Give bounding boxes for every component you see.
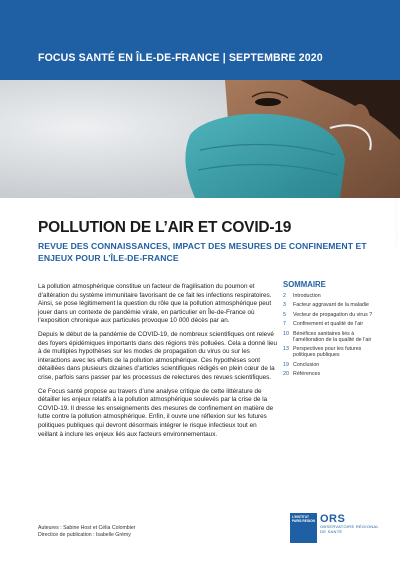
page-subtitle: REVUE DES CONNAISSANCES, IMPACT DES MESURES DE CONFINEMENT ET ENJEUX POUR L’ÎLE-DE-FRANCE (38, 241, 367, 263)
institut-paris-region-logo: L’INSTITUT PARIS REGION (290, 513, 317, 543)
toc-label: Bénéfices sanitaires liés à l’amélioration de la qualité de l’air (293, 330, 372, 343)
toc-page-number: 20 (283, 371, 289, 378)
toc-page-number: 7 (283, 321, 286, 328)
ors-logo-subtitle: OBSERVATOIRE RÉGIONAL DE SANTÉ (320, 524, 379, 534)
ors-logo-letters: ORS (320, 513, 346, 525)
toc-item[interactable] (283, 302, 378, 308)
toc-label: Conclusion (293, 361, 320, 368)
toc-label: Vecteur de propagation du virus ? (293, 311, 373, 318)
toc-item[interactable] (283, 293, 378, 299)
paragraph: Ce Focus santé propose au travers d’une analyse critique de cette littérature de détailler les enjeux relatifs à la pollution atmosphérique soulevés par la crise de la COVID-19. Il dresse les enseignements des mesures de confinement en matière de lutte contre la pollution atmosphérique. Enfin, il ouvre une réflexion sur les futures politiques publiques qui devront désormais intégrer le risque infectieux tout en veillant à inclure les enjeux liés aux facteurs environnementaux. (38, 387, 274, 438)
toc-label: Introduction (293, 293, 321, 299)
toc-item[interactable] (283, 312, 378, 318)
banner-title: FOCUS SANTÉ EN ÎLE-DE-FRANCE | SEPTEMBRE 2020 (38, 52, 323, 64)
toc-item[interactable] (283, 362, 378, 368)
intro-body (38, 283, 278, 444)
table-of-contents (283, 280, 378, 381)
toc-item[interactable] (283, 331, 378, 343)
toc-label: Facteur aggravant de la maladie (293, 302, 369, 309)
toc-label: Confinement et qualité de l’air (293, 321, 364, 328)
page-title: POLLUTION DE L’AIR ET COVID-19 (38, 219, 292, 236)
paragraph: Depuis le début de la pandémie de COVID-19, de nombreux scientifiques ont relevé des foyers épidémiques importants dans des régions très polluées. Cela a donné lieu à de multiples hypothèses sur les modes de propagation du virus ou sur les interactions avec les effets de la pollution atmosphérique. Ces hypothèses sont détaillées dans plusieurs dizaines d’articles scientifiques rédigés en plein cœur de la crise, parfois sans passer par les processus de relectures des revues scientifiques. (38, 330, 278, 381)
toc-title: SOMMAIRE (283, 280, 326, 289)
paragraph: La pollution atmosphérique constitue un facteur de fragilisation du poumon et d’altération du système immunitaire favorisant de ce fait les infections respiratoires. Ainsi, se pose légitimement la question du rôle que la pollution atmosphérique peut jouer dans un contexte de pandémie virale, en particulier en Île-de-France où l’exposition chronique aux particules provoque 10 000 décès par an. (38, 283, 272, 325)
toc-page-number: 5 (283, 311, 286, 318)
authors-line: Auteures : Sabine Host et Célia Colombier (38, 525, 136, 531)
director-line: Directice de publication : Isabelle Grémy (38, 532, 131, 539)
toc-item[interactable] (283, 346, 378, 358)
toc-page-number: 3 (283, 302, 286, 309)
photo-credit: © iStockphoto / Ron Pollock (394, 198, 399, 248)
ors-logo (320, 513, 380, 545)
toc-item[interactable] (283, 371, 378, 377)
masked-face-illustration (0, 80, 400, 198)
credits-block (38, 525, 278, 539)
toc-page-number: 13 (283, 346, 289, 353)
toc-label: Références (293, 371, 321, 378)
toc-page-number: 2 (283, 293, 286, 299)
toc-page-number: 10 (283, 330, 289, 337)
toc-page-number: 19 (283, 361, 289, 368)
toc-label: Perspectives pour les futures politiques publiques (293, 346, 362, 359)
header-banner (0, 0, 400, 80)
toc-item[interactable] (283, 321, 378, 327)
